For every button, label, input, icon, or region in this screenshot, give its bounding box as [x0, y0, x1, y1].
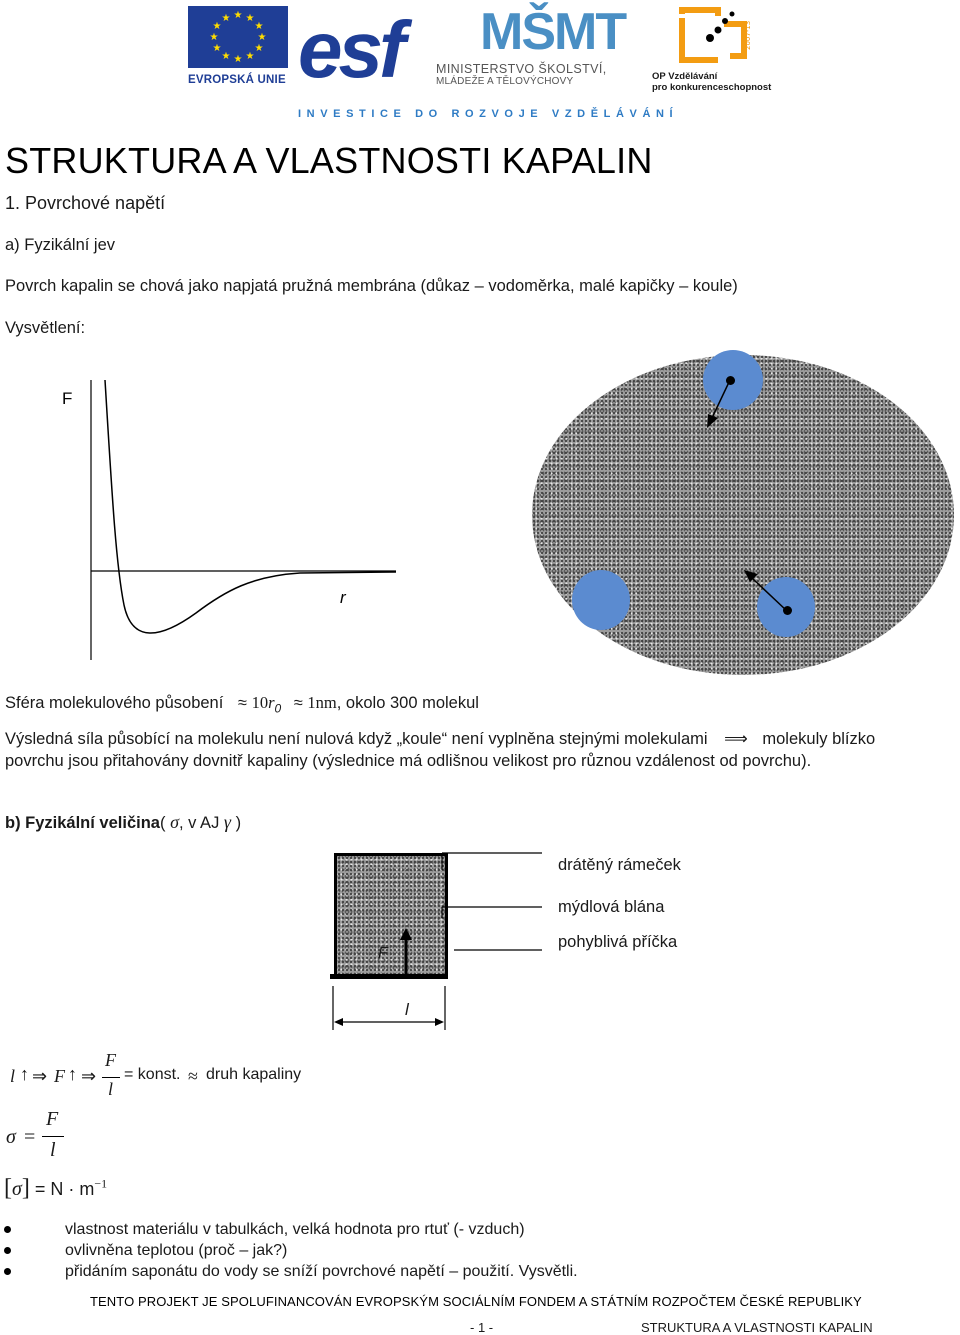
formula2-num: F	[46, 1108, 59, 1130]
implies-icon-1: ⇒	[32, 1066, 48, 1086]
svg-text:★: ★	[254, 21, 264, 32]
footer-page-title: STRUKTURA A VLASTNOSTI KAPALIN	[641, 1320, 873, 1335]
formula2-sigma: σ	[6, 1126, 16, 1148]
msmt-line2: MLÁDEŽE A TĚLOVÝCHOVY	[436, 76, 574, 87]
sphere-value1: 10	[251, 693, 269, 712]
formula1-frac-den: l	[108, 1079, 114, 1099]
formula1-f: F	[54, 1066, 65, 1086]
molecule-center-top	[726, 376, 735, 385]
explanation-label: Vysvětlení:	[5, 319, 86, 337]
force-curve	[105, 380, 396, 633]
label-soap-film: mýdlová blána	[558, 898, 665, 916]
up-arrow-icon-2: ↑	[68, 1064, 77, 1084]
op-seal: 2007-13	[744, 20, 752, 50]
subheading-a: a) Fyzikální jev	[5, 236, 116, 254]
label-movable-bar: pohyblivá příčka	[558, 933, 678, 951]
svg-text:★: ★	[233, 10, 243, 21]
bullet-text: vlastnost materiálu v tabulkách, velká hodnota pro rtuť (- vzduch)	[65, 1221, 525, 1238]
bullet-text: ovlivněna teplotou (proč – jak?)	[65, 1242, 288, 1259]
eu-flag	[188, 6, 288, 68]
molecule-center-right	[783, 606, 792, 615]
formula3-sigma: σ	[12, 1178, 22, 1200]
gamma-symbol: γ	[223, 812, 231, 832]
subheading-b-mid: , v AJ	[178, 814, 224, 832]
svg-text:★: ★	[254, 43, 264, 54]
eu-logo	[188, 6, 288, 94]
sigma-symbol: σ	[170, 812, 179, 832]
force-arrows	[532, 350, 960, 650]
esf-logo: esf	[298, 5, 402, 94]
bullet-icon	[4, 1226, 11, 1233]
investice-tagline: INVESTICE DO ROZVOJE VZDĚLÁVÁNÍ	[298, 108, 679, 120]
msmt-mark: MŠMT	[480, 3, 626, 61]
subheading-b-paren-close: )	[231, 814, 242, 832]
op-logo-icon	[652, 4, 778, 66]
paragraph-2-part-b: molekuly blízko	[762, 730, 876, 748]
formula1-frac-num: F	[105, 1050, 116, 1070]
eu-stars-icon	[188, 6, 288, 68]
eu-caption: EVROPSKÁ UNIE	[188, 74, 286, 86]
list-item	[0, 1221, 960, 1242]
formula1-l: l	[10, 1066, 16, 1086]
op-line1: OP Vzdělávání	[652, 71, 718, 82]
svg-text:★: ★	[209, 32, 219, 43]
svg-text:★: ★	[233, 54, 243, 65]
formula-3	[4, 1175, 144, 1209]
sphere-suffix: , okolo 300 molekul	[336, 694, 479, 712]
svg-text:★: ★	[245, 13, 255, 24]
formula3-rb: ]	[21, 1175, 30, 1201]
msmt-logo	[436, 2, 626, 87]
subheading-b-label: b) Fyzikální veličina	[5, 814, 160, 832]
list-item	[0, 1242, 960, 1263]
paragraph-2-part-a: Výsledná síla působící na molekulu není nulová když „koule“ není vyplněna stejnými molekulami	[5, 730, 708, 748]
page-number: - 1 -	[470, 1320, 494, 1335]
approx-symbol: ≈	[237, 694, 247, 712]
formula3-exp: −1	[94, 1176, 108, 1191]
section-heading: 1. Povrchové napětí	[5, 193, 166, 213]
sphere-prefix: Sféra molekulového působení	[5, 694, 224, 712]
approx-symbol-3: ≈	[188, 1066, 198, 1086]
op-line2: pro konkurenceschopnost	[652, 82, 772, 93]
op-logo	[652, 4, 778, 93]
formula2-den: l	[50, 1139, 56, 1161]
svg-text:★: ★	[221, 51, 231, 62]
up-arrow-icon: ↑	[20, 1064, 29, 1084]
svg-text:★: ★	[212, 21, 222, 32]
graph-r-label: r	[340, 588, 346, 607]
frame-annotations	[330, 840, 570, 1040]
paragraph-1: Povrch kapalin se chová jako napjatá pružná membrána (důkaz – vodoměrka, malé kapičky – koule)	[5, 277, 738, 295]
paragraph-2	[5, 728, 955, 772]
formula3-lb: [	[4, 1175, 12, 1201]
subheading-b	[5, 812, 241, 833]
graph-f-label: F	[62, 389, 73, 408]
sphere-sub: 0	[274, 701, 282, 716]
formula2-eq: =	[24, 1126, 36, 1148]
bullet-icon	[4, 1268, 11, 1275]
fraction-bar	[102, 1077, 120, 1078]
bullet-icon	[4, 1247, 11, 1254]
fraction-bar-2	[42, 1136, 64, 1137]
formula1-tail: druh kapaliny	[206, 1066, 302, 1083]
bullet-text: přidáním saponátu do vody se sníží povrchové napětí – použití. Vysvětli.	[65, 1263, 578, 1280]
bullet-list	[0, 1221, 960, 1284]
formula-2	[6, 1108, 86, 1168]
formula3-eq: = N · m	[34, 1179, 95, 1199]
implies-icon: ⟹	[724, 730, 748, 748]
subheading-b-paren-open: (	[159, 814, 171, 832]
frame-l-label: l	[405, 1000, 409, 1019]
frame-f-label: F	[378, 945, 388, 962]
msmt-line1: MINISTERSTVO ŠKOLSTVÍ,	[436, 62, 607, 76]
svg-text:★: ★	[212, 43, 222, 54]
svg-text:★: ★	[257, 32, 267, 43]
footer-funding: TENTO PROJEKT JE SPOLUFINANCOVÁN EVROPSKÝM SOCIÁLNÍM FONDEM A STÁTNÍM ROZPOČTEM ČESKÉ REPUBLIKY	[90, 1294, 862, 1309]
svg-text:★: ★	[245, 51, 255, 62]
approx-symbol-2: ≈	[293, 694, 303, 712]
force-graph	[60, 375, 400, 665]
label-wire-frame: drátěný rámeček	[558, 856, 681, 874]
sphere-r: r	[268, 693, 275, 712]
list-item	[0, 1263, 960, 1284]
implies-icon-2: ⇒	[81, 1066, 97, 1086]
paragraph-2-part-c: povrchu jsou přitahovány dovnitř kapaliny (výslednice má odlišnou velikost pro různou vzdálenost od povrchu).	[5, 752, 812, 770]
sphere-line	[5, 693, 479, 715]
svg-text:★: ★	[221, 13, 231, 24]
page-title: STRUKTURA A VLASTNOSTI KAPALIN	[5, 140, 653, 181]
formula1-eq: = konst.	[124, 1066, 181, 1083]
sphere-value2: 1nm	[307, 693, 337, 712]
